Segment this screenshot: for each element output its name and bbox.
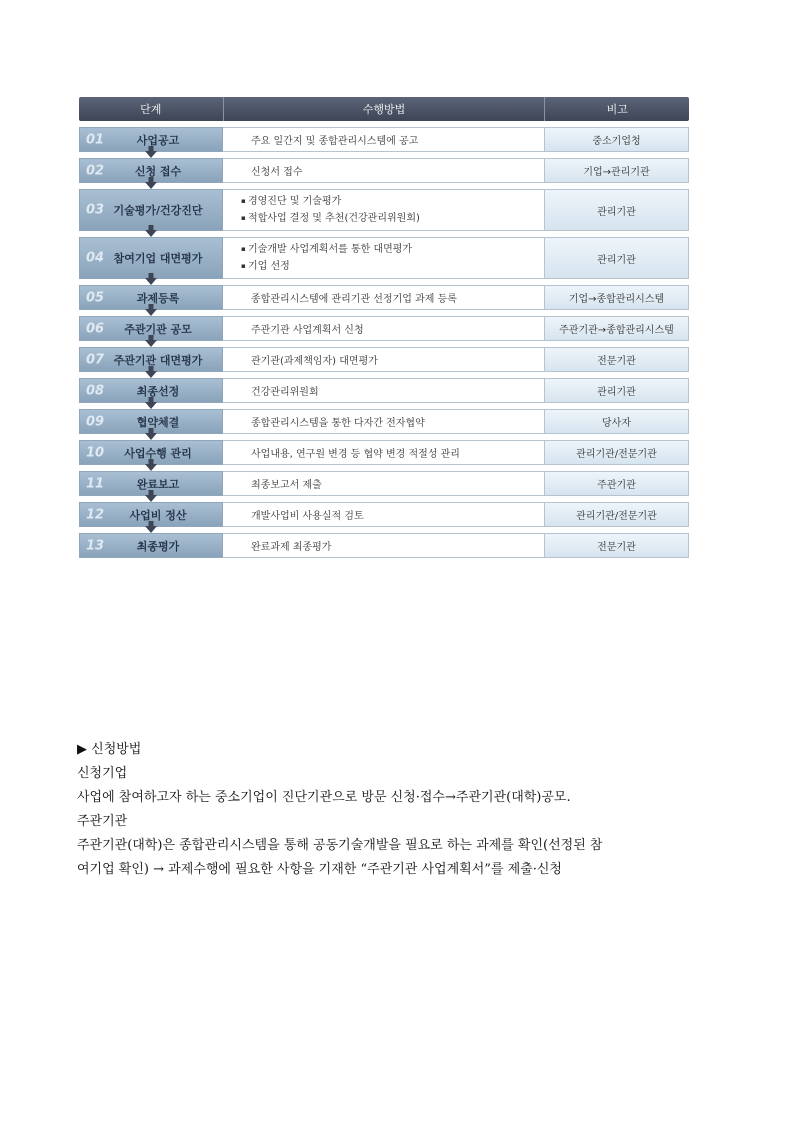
paragraph-host-line2: 여기업 확인) → 과제수행에 필요한 사항을 기재한 “주관기관 사업계획서”를 제출·신청 [77, 862, 562, 877]
table-body [79, 127, 689, 558]
header-stage: 단계 [79, 97, 224, 121]
stage-name: 주관기관 공모 [124, 322, 192, 336]
note-cell: 관리기관/전문기관 [545, 502, 689, 527]
method-text: 개발사업비 사용실적 검토 [251, 511, 364, 522]
note-cell: 관리기관/전문기관 [545, 440, 689, 465]
table-row [79, 440, 689, 465]
note-cell: 기업→관리기관 [545, 158, 689, 183]
method-cell [223, 533, 545, 558]
subheading-applicant: 신청기업 [77, 766, 128, 781]
method-cell [223, 440, 545, 465]
stage-number: 11 [86, 476, 105, 491]
stage-name: 과제등록 [136, 291, 180, 305]
table-row [79, 285, 689, 310]
method-cell [223, 316, 545, 341]
table-header [79, 97, 689, 121]
method-text: ▪ 경영진단 및 기술평가 [251, 193, 544, 210]
stage-name: 기술평가/건강진단 [113, 204, 203, 217]
table-row [79, 347, 689, 372]
method-cell [223, 378, 545, 403]
method-text: 건강관리위원회 [251, 387, 319, 398]
note-cell: 전문기관 [545, 533, 689, 558]
process-flow-table [79, 97, 689, 558]
note-cell: 당사자 [545, 409, 689, 434]
table-row [79, 127, 689, 152]
method-text: ▪ 기술개발 사업계획서를 통한 대면평가 [251, 241, 544, 258]
subheading-host: 주관기관 [77, 814, 128, 829]
method-text: 사업내용, 연구원 변경 등 협약 변경 적절성 관리 [251, 449, 460, 460]
method-cell [223, 127, 545, 152]
note-cell: 전문기관 [545, 347, 689, 372]
method-text: 최종보고서 제출 [251, 480, 322, 491]
stage-name: 최종평가 [136, 539, 180, 553]
method-text: 관기관(과제책임자) 대면평가 [251, 356, 378, 367]
method-text: 신청서 접수 [251, 167, 303, 178]
method-cell [223, 237, 545, 279]
stage-name: 최종선정 [136, 384, 180, 398]
method-cell [223, 347, 545, 372]
method-cell [223, 502, 545, 527]
stage-name: 사업공고 [136, 133, 180, 147]
method-text: 종합관리시스템에 관리기관 선정기업 과제 등록 [251, 294, 457, 305]
stage-name: 참여기업 대면평가 [113, 252, 203, 265]
stage-number: 08 [86, 383, 105, 398]
paragraph-applicant: 사업에 참여하고자 하는 중소기업이 진단기관으로 방문 신청·접수→주관기관(대학)공모. [77, 790, 571, 805]
method-cell [223, 471, 545, 496]
method-cell [223, 409, 545, 434]
header-method: 수행방법 [224, 97, 546, 121]
stage-cell [79, 533, 223, 558]
note-cell: 기업→종합관리시스템 [545, 285, 689, 310]
note-cell: 관리기관 [545, 189, 689, 231]
stage-name: 사업비 정산 [129, 508, 187, 522]
table-row [79, 378, 689, 403]
note-cell: 관리기관 [545, 378, 689, 403]
stage-number: 04 [86, 250, 105, 266]
method-text: ▪ 기업 선정 [251, 258, 544, 275]
stage-number: 09 [86, 414, 105, 429]
method-text: 주관기관 사업계획서 신청 [251, 325, 364, 336]
stage-name: 완료보고 [136, 477, 180, 491]
method-cell [223, 189, 545, 231]
stage-number: 12 [86, 507, 105, 522]
stage-name: 협약체결 [136, 415, 180, 429]
stage-number: 07 [86, 352, 105, 367]
method-cell [223, 285, 545, 310]
table-row [79, 237, 689, 279]
table-row [79, 409, 689, 434]
note-cell: 주관기관→종합관리시스템 [545, 316, 689, 341]
stage-number: 13 [86, 538, 105, 553]
method-text: 종합관리시스템을 통한 다자간 전자협약 [251, 418, 425, 429]
table-row [79, 471, 689, 496]
stage-number: 10 [86, 445, 105, 460]
method-cell [223, 158, 545, 183]
table-row [79, 502, 689, 527]
stage-name: 신청 접수 [134, 164, 182, 178]
method-text: 주요 일간지 및 종합관리시스템에 공고 [251, 136, 419, 147]
stage-name: 사업수행 관리 [124, 446, 192, 460]
section-heading: ▶ 신청방법 [77, 742, 142, 757]
stage-number: 06 [86, 321, 105, 336]
note-cell: 관리기관 [545, 237, 689, 279]
header-note: 비고 [606, 103, 628, 116]
table-row [79, 533, 689, 558]
stage-number: 05 [86, 290, 105, 305]
stage-number: 02 [86, 163, 105, 178]
method-text: ▪ 적합사업 결정 및 추천(건강관리위원회) [251, 210, 544, 227]
paragraph-host-line1: 주관기관(대학)은 종합관리시스템을 통해 공동기술개발을 필요로 하는 과제를 확인(선정된 참 [77, 838, 603, 853]
table-row [79, 189, 689, 231]
table-row [79, 158, 689, 183]
stage-name: 주관기관 대면평가 [113, 353, 203, 367]
method-text: 완료과제 최종평가 [251, 542, 332, 553]
stage-number: 01 [86, 132, 105, 147]
application-method-section [77, 738, 737, 882]
note-cell: 중소기업청 [545, 127, 689, 152]
note-cell: 주관기관 [545, 471, 689, 496]
stage-number: 03 [86, 202, 105, 218]
table-row [79, 316, 689, 341]
